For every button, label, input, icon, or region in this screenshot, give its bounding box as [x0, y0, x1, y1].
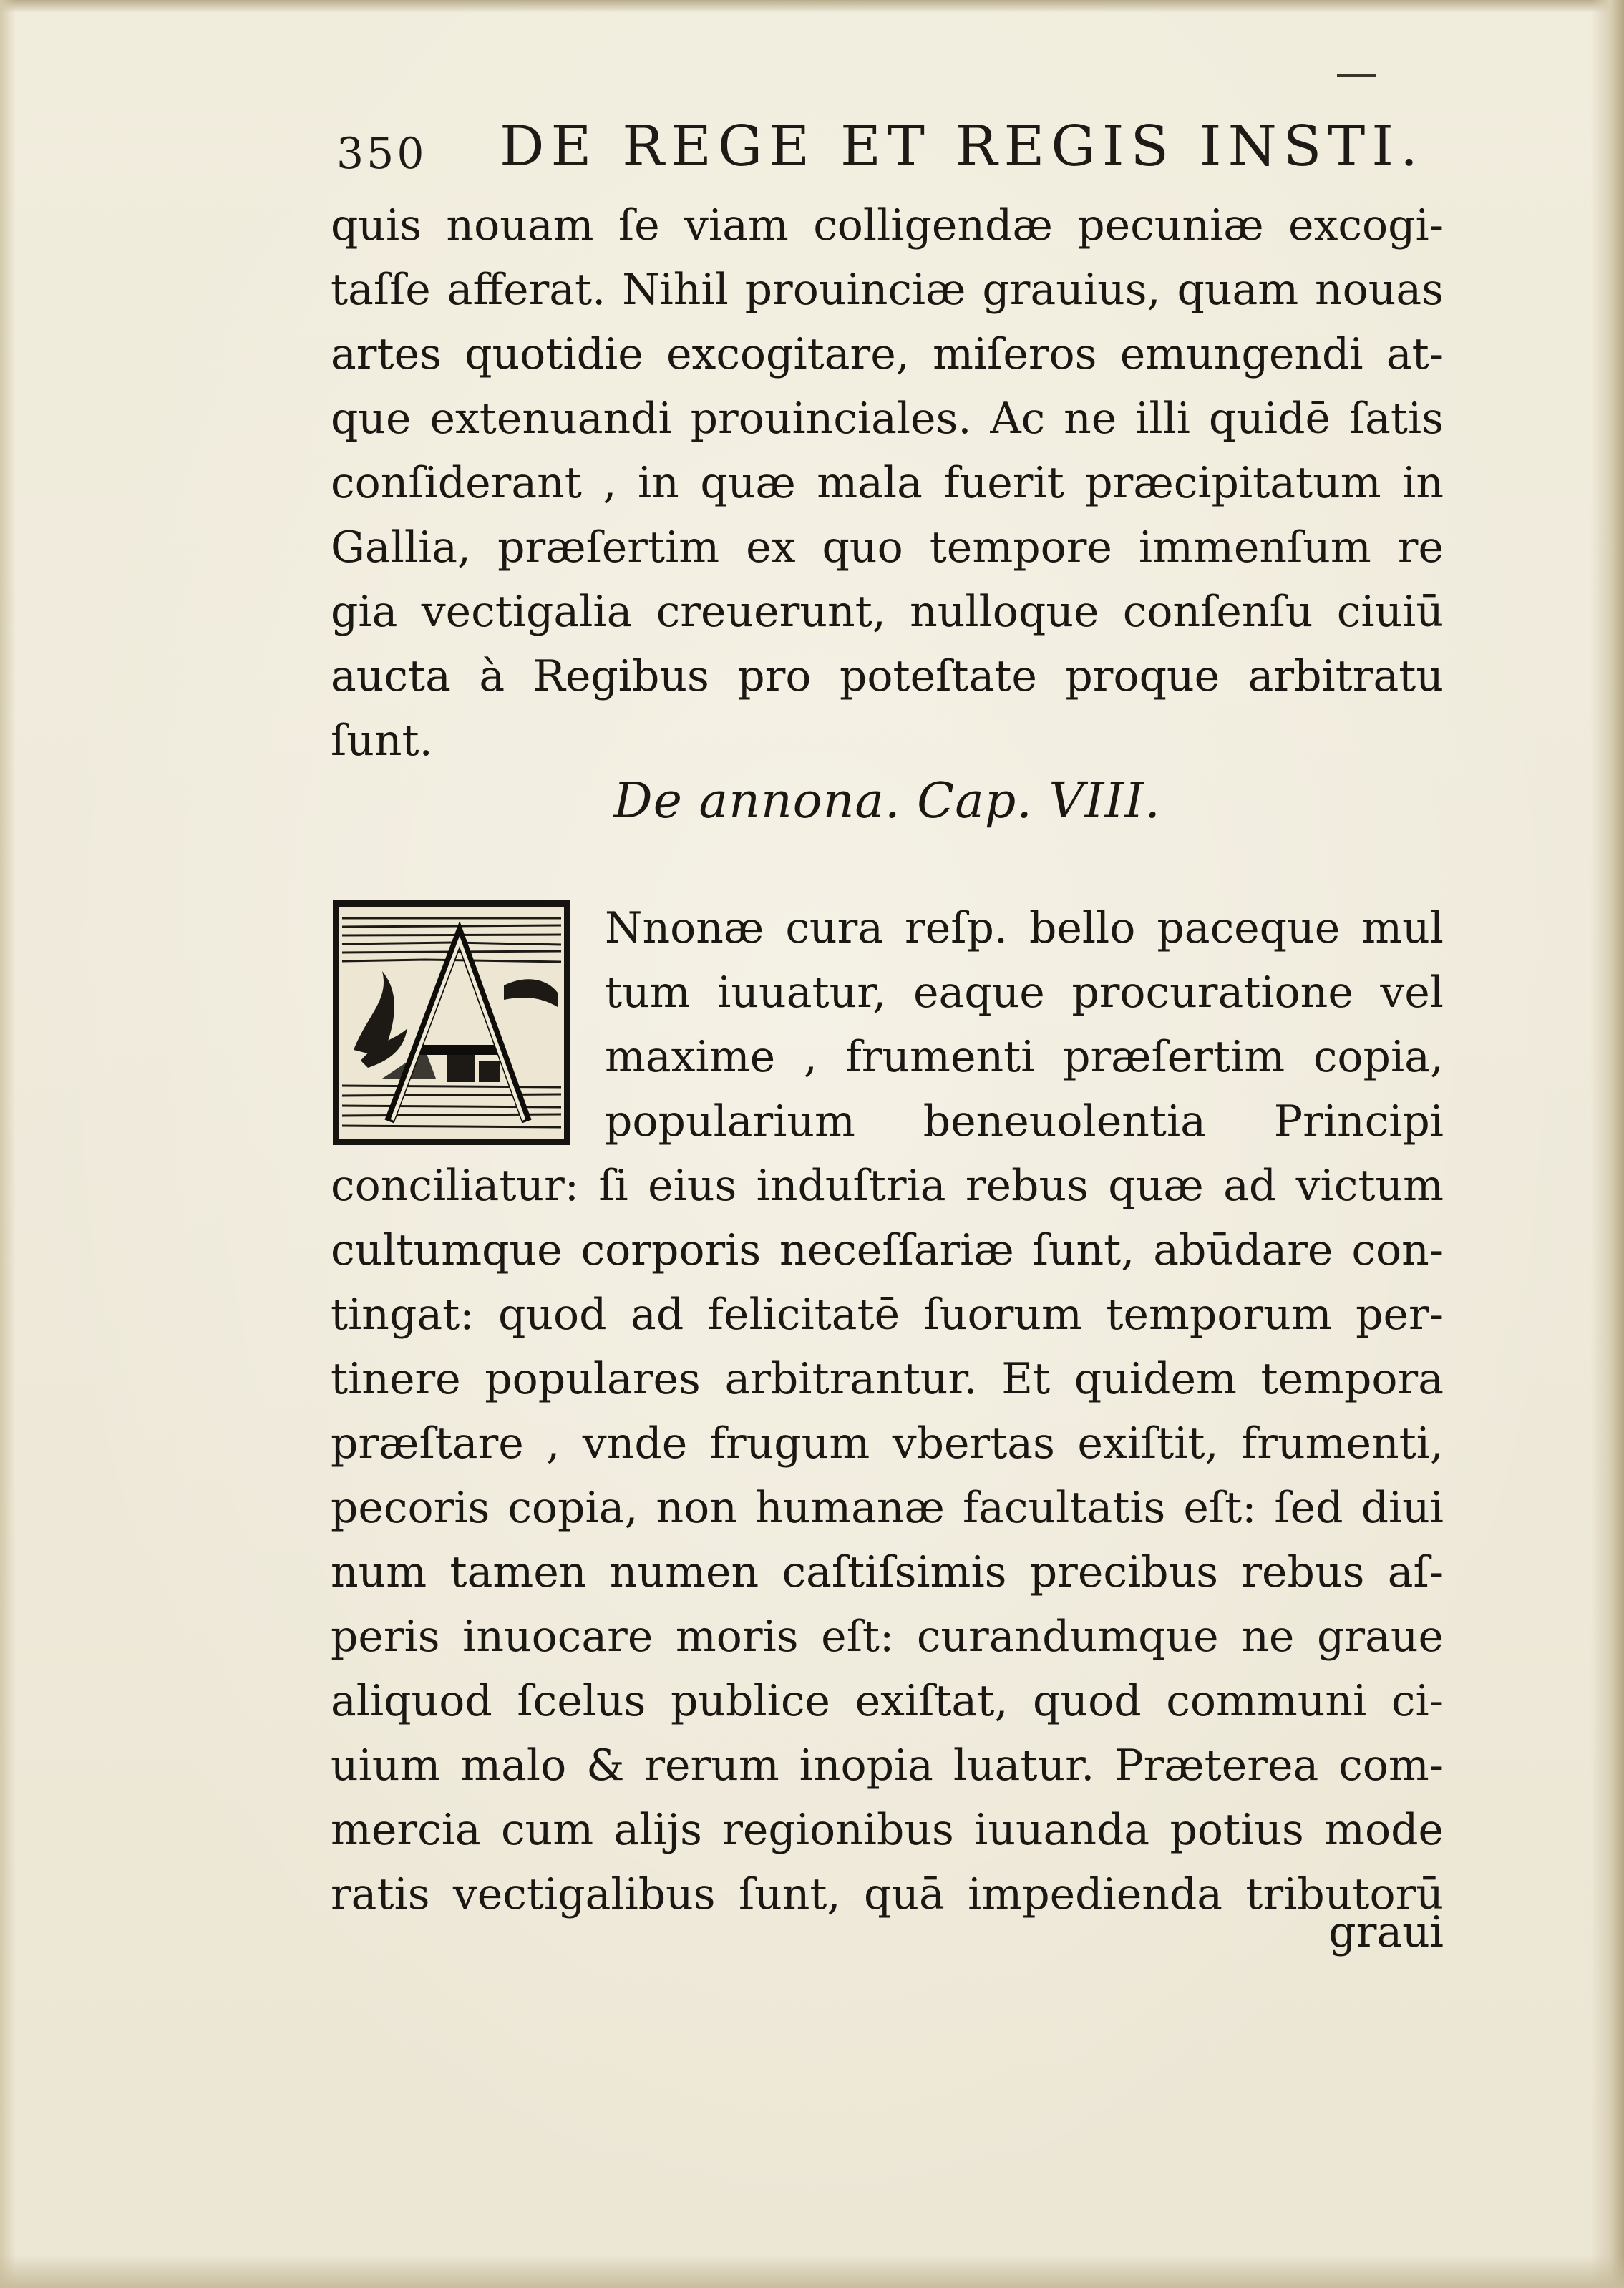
text-line: num tamen numen caſtiſsimis precibus rebus aſ-	[331, 1547, 1444, 1597]
page-header	[336, 115, 1453, 193]
text-line: uium malo & rerum inopia luatur. Præterea com-	[331, 1741, 1444, 1791]
woodcut-initial-a-icon	[339, 907, 564, 1139]
text-line: que extenuandi prouinciales. Ac ne illi quidē ſatis	[331, 394, 1444, 444]
text-line: aliquod ſcelus publice exiſtat, quod communi ci-	[331, 1676, 1444, 1726]
text-line: artes quotidie excogitare, miſeros emungendi at-	[331, 329, 1444, 379]
page-right-edge	[1590, 0, 1624, 2288]
catchword: graui	[1328, 1907, 1444, 1957]
text-line: taſſe afferat. Nihil prouinciæ grauius, quam nouas	[331, 265, 1444, 315]
text-line: maxime , frumenti præſertim copia,	[605, 1032, 1444, 1082]
text-line: ratis vectigalibus ſunt, quā impedienda tributorū	[331, 1869, 1444, 1919]
text-line: præſtare , vnde frugum vbertas exiſtit, frumenti,	[331, 1418, 1444, 1469]
text-line: conciliatur: ſi eius induſtria rebus quæ ad victum	[331, 1161, 1444, 1211]
text-line: tingat: quod ad felicitatē ſuorum temporum per-	[331, 1290, 1444, 1340]
text-line: tum iuuatur, eaque procuratione vel	[605, 968, 1444, 1018]
chapter-title: De annona. Cap. VIII.	[613, 773, 1161, 829]
text-block-beside-initial	[605, 896, 1444, 1154]
page-left-edge	[0, 0, 16, 2288]
text-line: cultumque corporis neceſſariæ ſunt, abūdare con-	[331, 1225, 1444, 1275]
decorated-initial	[333, 900, 570, 1145]
page-bottom-edge	[0, 2254, 1624, 2288]
text-line: gia vectigalia creuerunt, nulloque conſenſu ciuiū	[331, 587, 1444, 637]
text-line: tinere populares arbitrantur. Et quidem tempora	[331, 1354, 1444, 1404]
text-block-before-chapter	[331, 193, 1444, 773]
text-line: pecoris copia, non humanæ facultatis eſt: ſed diui	[331, 1483, 1444, 1533]
text-line: aucta à Regibus pro poteſtate proque arbitratu	[331, 651, 1444, 701]
text-line: Gallia, præſertim ex quo tempore immenſum re	[331, 522, 1444, 573]
page-top-edge	[0, 0, 1624, 13]
text-block-after-initial	[331, 1154, 1444, 1927]
printers-mark	[1337, 74, 1376, 77]
text-line: ſunt.	[331, 716, 433, 766]
text-line: mercia cum alijs regionibus iuuanda potius mode	[331, 1805, 1444, 1855]
running-head: DE REGE ET REGIS INSTI.	[500, 115, 1424, 179]
text-line: Nnonæ cura reſp. bello paceque mul	[605, 903, 1444, 953]
text-line: conſiderant , in quæ mala fuerit præcipitatum in	[331, 458, 1444, 508]
text-line: popularium beneuolentia Principi	[605, 1096, 1444, 1147]
page-number: 350	[336, 129, 427, 179]
text-line: peris inuocare moris eſt: curandumque ne graue	[331, 1612, 1444, 1662]
text-line: quis nouam ſe viam colligendæ pecuniæ excogi-	[331, 200, 1444, 250]
